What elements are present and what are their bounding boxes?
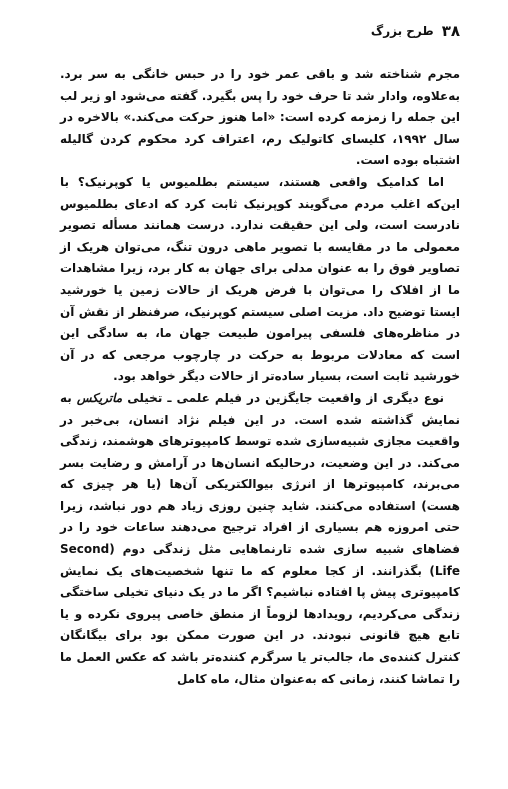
paragraph-2: اما کدامیک واقعی هستند، سیستم بطلمیوس یا کوپرنیک؟ با این‌که اغلب مردم می‌گویند کوپرنیک ثابت کرد که ادعای بطلمیوس نادرست است، ولی این حقیقت ندارد. درست همانند مسأله تصویر معمولی ما در مقایسه با تصویر ماهی درون تنگ، می‌توان هریک از تصاویر فوق را به عنوان مدلی برای جهان به کار برد، زیرا مشاهدات ما از افلاک را می‌توان با فرض هریک از حالات زمین یا خورشید ایستا توضیح داد. مزیت اصلی سیستم کوپرنیک، صرفنظر از نقش آن در مناظره‌های فلسفی پیرامون طبیعت جهان ما، به سادگی این است که معادلات مربوط به حرکت در چارچوب مرجعی که در آن خورشید ثابت است، بسیار ساده‌تر از حالات دیگر خواهد بود. bbox=[60, 174, 460, 384]
paragraph-3 bbox=[60, 388, 460, 690]
running-title: طرح بزرگ bbox=[370, 24, 434, 38]
paragraph-3-after: به نمایش گذاشته شده است. در این فیلم نژاد انسان، بی‌خبر در واقعیت مجازی شبیه‌سازی شده توسط کامپیوترهای هوشمند، زندگی می‌کند. در این وضعیت، درحالیکه انسان‌ها در آرامش و رضایت بسر می‌برند، کامپیوترها از انرژی بیوالکتریکی آن‌ها (یا هر چیزی که هست) استفاده می‌کنند. شاید چنین روزی زیاد هم دور نباشد، زیرا حتی امروزه هم بسیاری از افراد ترجیح می‌دهند ساعات خود را در فضاهای شبیه سازی شده تارنماهایی مثل زندگی دوم (Second Life) بگذرانند. از کجا معلوم که ما تنها شخصیت‌های یک نمایش کامپیوتری پیش پا افتاده نباشیم؟ اگر ما در یک دنیای تخیلی ساختگی زندگی می‌کردیم، رویدادها لزوماً از منطق خاصی پیروی نکرده و یا تابع هیچ قانونی نبودند. در این صورت ممکن بود برای بیگانگان کنترل کننده‌ی ما، جالب‌تر یا سرگرم کننده‌تر باشد که عکس العمل ما را تماشا کنند، زمانی که به‌عنوان مثال، ماه کامل bbox=[60, 390, 460, 686]
body-text bbox=[60, 64, 460, 690]
paragraph-1: مجرم شناخته شد و باقی عمر خود را در حبس خانگی به سر برد. به‌علاوه، وادار شد تا حرف خود را پس بگیرد. گفته می‌شود او زیر لب این جمله را زمزمه کرده است: «اما هنوز حرکت می‌کند.» بالاخره در سال ۱۹۹۲، کلیسای کاتولیک رم، اعتراف کرد محکوم کردن گالیله اشتباه بوده است. bbox=[60, 67, 460, 168]
page-number: ۳۸ bbox=[441, 22, 460, 40]
paragraph-3-before: نوع دیگری از واقعیت جایگزین در فیلم علمی ـ تخیلی bbox=[122, 390, 444, 405]
film-title: ماتریکس bbox=[76, 390, 123, 405]
page-header bbox=[60, 18, 460, 44]
book-page bbox=[60, 18, 460, 778]
